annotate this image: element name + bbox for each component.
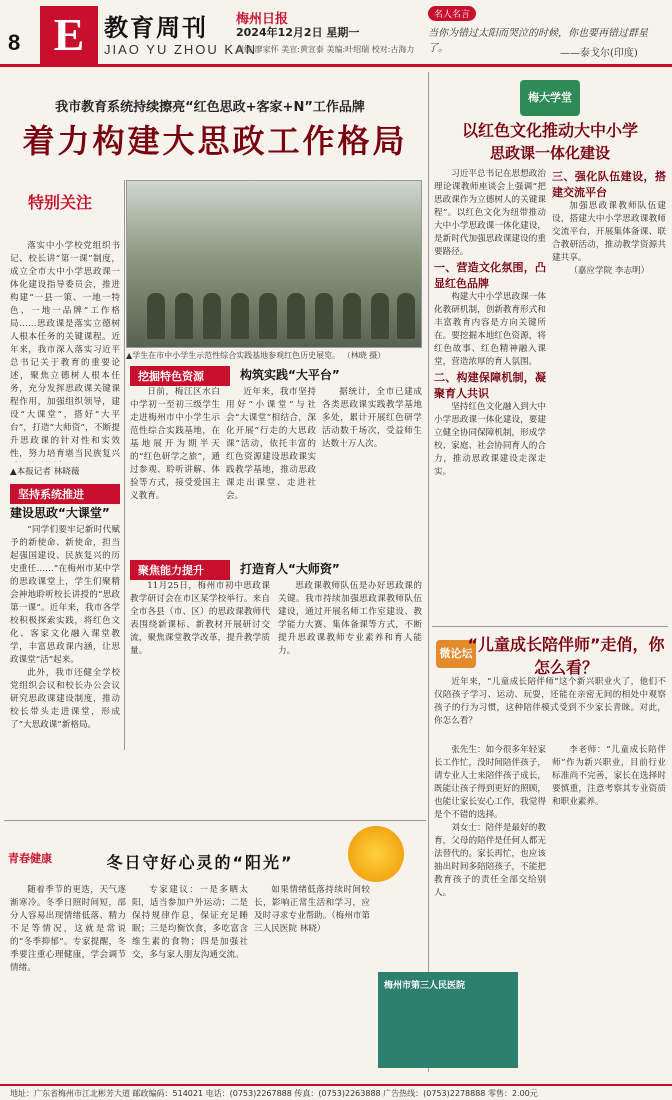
right-col-2 — [552, 168, 666, 620]
photo-figure — [343, 293, 361, 339]
paper-name: 梅州日报 — [236, 12, 289, 27]
winter-paragraph: 如果情绪低落持续时间较长，影响正常生活和学习，应及时寻求专业帮助。（梅州市第三人民医院 林晓） — [254, 885, 370, 934]
platform-col-2 — [226, 386, 316, 542]
footer-info: 地址：广东省梅州市江北彬芳大道 邮政编码：514021 电话：(0753)2267888 传真：(0753)2263888 广告热线：(0753)2278888 零售：2.00元 — [0, 1084, 672, 1100]
winter-col-2 — [132, 884, 248, 1080]
section-rule — [432, 626, 668, 627]
winter-paragraph: 随着季节的更迭，天气逐渐寒冷。冬季日照时间短，部分人容易出现情绪低落、精力不足等情况，这就是常说的“冬季抑郁”。专家提醒，冬季要注重心理健康，学会调节情绪。 — [10, 885, 126, 973]
chat-comment: 刘女士：陪伴是最好的教育，父母的陪伴是任何人都无法替代的。家长再忙，也应该抽出时间多陪陪孩子，不能把教育孩子的责任全部交给别人。 — [434, 823, 546, 898]
right-title: 以红色文化推动大中小学 — [461, 121, 638, 140]
page-number: 8 — [8, 30, 21, 55]
staff-credits: 责编:廖家怀 美宣:黄宣泰 美编:叶绍瑞 校对:古海力 — [236, 45, 415, 54]
right-column-divider — [428, 72, 429, 1072]
youth-health-label: 青春健康 — [8, 852, 52, 865]
chat-badge: 微论坛 — [436, 640, 476, 668]
photo-figure — [259, 293, 277, 339]
photo-figure — [147, 293, 165, 339]
lead-intro-text: 落实中小学校党组织书记、校长讲“第一课”制度，成立全市大中小学思政课一体化建设指导委员会，推进构建“一县一策、一地一特色、一地一品牌”工作格局……思政课是落实立德树人根本任务的关键课程。近年来，我市深入落实习近平总书记关于教育的重要论述，聚焦立德树人根本任务，充分发挥思政课关键课程作用，加强组织领导，建设“大课堂”，搭好“大平台”，打造“大师资”，不断提升思政课的针对性和实效性，努力培育堪当民族复兴 — [10, 241, 120, 459]
box1-subtitle: 建设思政“大课堂” — [10, 506, 110, 520]
lead-photo — [126, 180, 422, 348]
box1-title: 坚持系统推进 — [10, 484, 120, 504]
chat-col-2 — [552, 744, 666, 1074]
section-title: 教育周刊 — [104, 14, 208, 42]
column-divider — [124, 180, 125, 750]
winter-paragraph: 专家建议：一是多晒太阳，适当参加户外运动；二是保持规律作息，保证充足睡眠；三是均衡饮食，多吃富含维生素的食物；四是加强社交，多与家人朋友沟通交流。 — [132, 885, 248, 960]
hospital-ad: 梅州市第三人民医院 — [378, 972, 518, 1068]
teachers-paragraph: 11月25日，梅州市初中思政课教学研讨会在市区某学校举行。来自全市各县（市、区）的思政课教师代表围绕新课标、新教材开展研讨交流，聚焦课堂教学改革，提升教学质量。 — [130, 581, 270, 656]
chat-comment: 李老师：“儿童成长陪伴师”作为新兴职业，目前行业标准尚不完善，家长在选择时要慎重，注意考察其专业资质和职业素养。 — [552, 745, 666, 807]
focus-label: 特别关注 — [27, 193, 92, 212]
right-paragraph: 构建大中小学思政课一体化教研机制，创新教育形式和丰富教育内容是方向关键所在。要挖掘本地红色资源，将红色故事、红色精神融入课堂，营造浓厚的育人氛围。 — [434, 292, 546, 367]
chat-title: “儿童成长陪伴师”走俏，你怎么看？ — [467, 635, 665, 677]
right-subheading: 二、构建保障机制，凝聚育人共识 — [434, 371, 546, 400]
section-letter: E — [40, 6, 98, 64]
lead-headline: 着力构建大思政工作格局 — [22, 122, 408, 160]
quote-text: 当你为错过太阳而哭泣的时候，你也要再错过群星了。 — [428, 28, 648, 54]
photo-figure — [315, 293, 333, 339]
photo-figure — [397, 293, 415, 339]
sun-illustration — [348, 826, 404, 882]
box1-body — [10, 524, 120, 744]
chat-comment: 张先生：如今很多年轻家长工作忙，没时间陪伴孩子，请专业人士来陪伴孩子成长，既能让孩子得到更好的照顾，也能让家长安心工作，我觉得是个不错的选择。 — [434, 745, 546, 820]
photo-caption: ▲学生在市中小学生示范性综合实践基地参观红色历史展览。 （林晓 摄） — [126, 351, 386, 360]
quote-author: ——泰戈尔(印度) — [560, 48, 638, 59]
teachers-col-1 — [130, 580, 270, 746]
teachers-col-2 — [278, 580, 422, 746]
teachers-subtitle: 打造育人“大师资” — [240, 562, 340, 576]
teachers-title: 聚焦能力提升 — [130, 560, 230, 580]
right-subheading: 三、强化队伍建设，搭建交流平台 — [552, 170, 666, 199]
box1-paragraph: “同学们要牢记新时代赋予的新使命、新使命，担当起强国建设、民族复兴的历史重任……”在梅州市某中学的思政课堂上，学生们聚精会神地聆听校长讲授的“思政第一课”。近年来，我市各学校积极探索实践，将红色文化、客家文化融入课堂教学，丰富思政课内涵，让思政课堂“活”起来。 — [10, 525, 120, 665]
section-pinyin: JIAO YU ZHOU KAN — [104, 42, 258, 57]
photo-figure — [203, 293, 221, 339]
photo-figure — [287, 293, 305, 339]
platform-col-1 — [130, 386, 220, 542]
photo-figure — [231, 293, 249, 339]
teachers-paragraph: 思政课教师队伍是办好思政课的关键。我市持续加强思政课教师队伍建设，通过开展名师工作室建设、教学能力大赛、集体备课等方式，不断提升思政课教师专业素养和育人能力。 — [278, 581, 422, 656]
platform-col-3 — [322, 386, 422, 542]
platform-title: 挖掘特色资源 — [130, 366, 230, 386]
photo-figure — [371, 293, 389, 339]
box1-paragraph: 此外，我市还健全学校党组织会议和校长办公会议研究思政课建设制度，推动校长带头走进课堂，形成了“大思政课”新格局。 — [10, 668, 120, 730]
right-paragraph: 加强思政课教师队伍建设，搭建大中小学思政课教师交流平台，开展集体备课、联合教研活动，推动教学资源共建共享。 — [552, 201, 666, 263]
platform-subtitle: 构筑实践“大平台” — [240, 368, 340, 382]
platform-paragraph: 近年来，我市坚持用好“小课堂”与社会“大课堂”相结合，深化开展“行走的大思政课”活动，依托丰富的红色资源建设思政课实践教学基地，推动思政课走出课堂、走进社会。 — [226, 387, 316, 501]
right-subtitle: 思政课一体化建设 — [489, 144, 610, 162]
header-rule — [0, 64, 672, 67]
right-byline: （嘉应学院 李志明） — [569, 266, 650, 276]
right-subheading: 一、营造文化氛围，凸显红色品牌 — [434, 261, 546, 290]
issue-date: 2024年12月2日 星期一 — [236, 26, 360, 39]
right-badge: 梅大学堂 — [520, 80, 580, 116]
photo-figure — [175, 293, 193, 339]
lead-byline: ▲本报记者 林晓薇 — [10, 467, 80, 477]
section-rule — [4, 820, 426, 821]
right-col-1 — [434, 168, 546, 620]
lead-intro — [10, 240, 120, 462]
right-paragraph: 坚持红色文化融入到大中小学思政课一体化建设，要建立健全协同保障机制，形成学校、家庭、社会协同育人的合力，推动思政课建设走深走实。 — [434, 402, 546, 477]
platform-paragraph: 日前，梅江区水白中学初一至初三级学生走进梅州市中小学生示范性综合实践基地，在基地展开为期半天的“红色研学之旅”，通过参观、聆听讲解、体验等方式，接受爱国主义教育。 — [130, 387, 220, 501]
platform-paragraph: 据统计，全市已建成各类思政课实践教学基地多处，累计开展红色研学活动数千场次，受益师生达数十万人次。 — [322, 387, 422, 449]
lead-kicker: 我市教育系统持续擦亮“红色思政+客家+N”工作品牌 — [55, 100, 365, 115]
winter-title: 冬日守好心灵的“阳光” — [106, 853, 294, 872]
chat-intro-text: 近年来，“儿童成长陪伴师”这个新兴职业火了，他们不仅陪孩子学习、运动、玩耍，还能在亲密无间的相处中观察孩子的行为习惯，这种陪伴模式受到不少家长青睐。对此，你怎么看？ — [434, 677, 666, 726]
quote-tag: 名人名言 — [428, 6, 476, 21]
right-paragraph: 习近平总书记在思想政治理论课教师座谈会上强调“把思政课作为立德树人的关键课程”。以红色文化为纽带推动大中小学思政课一体化建设，是新时代加强思政课建设的重要路径。 — [434, 169, 546, 257]
winter-col-1 — [10, 884, 126, 1080]
chat-intro — [434, 676, 666, 736]
winter-col-3 — [254, 884, 370, 1080]
